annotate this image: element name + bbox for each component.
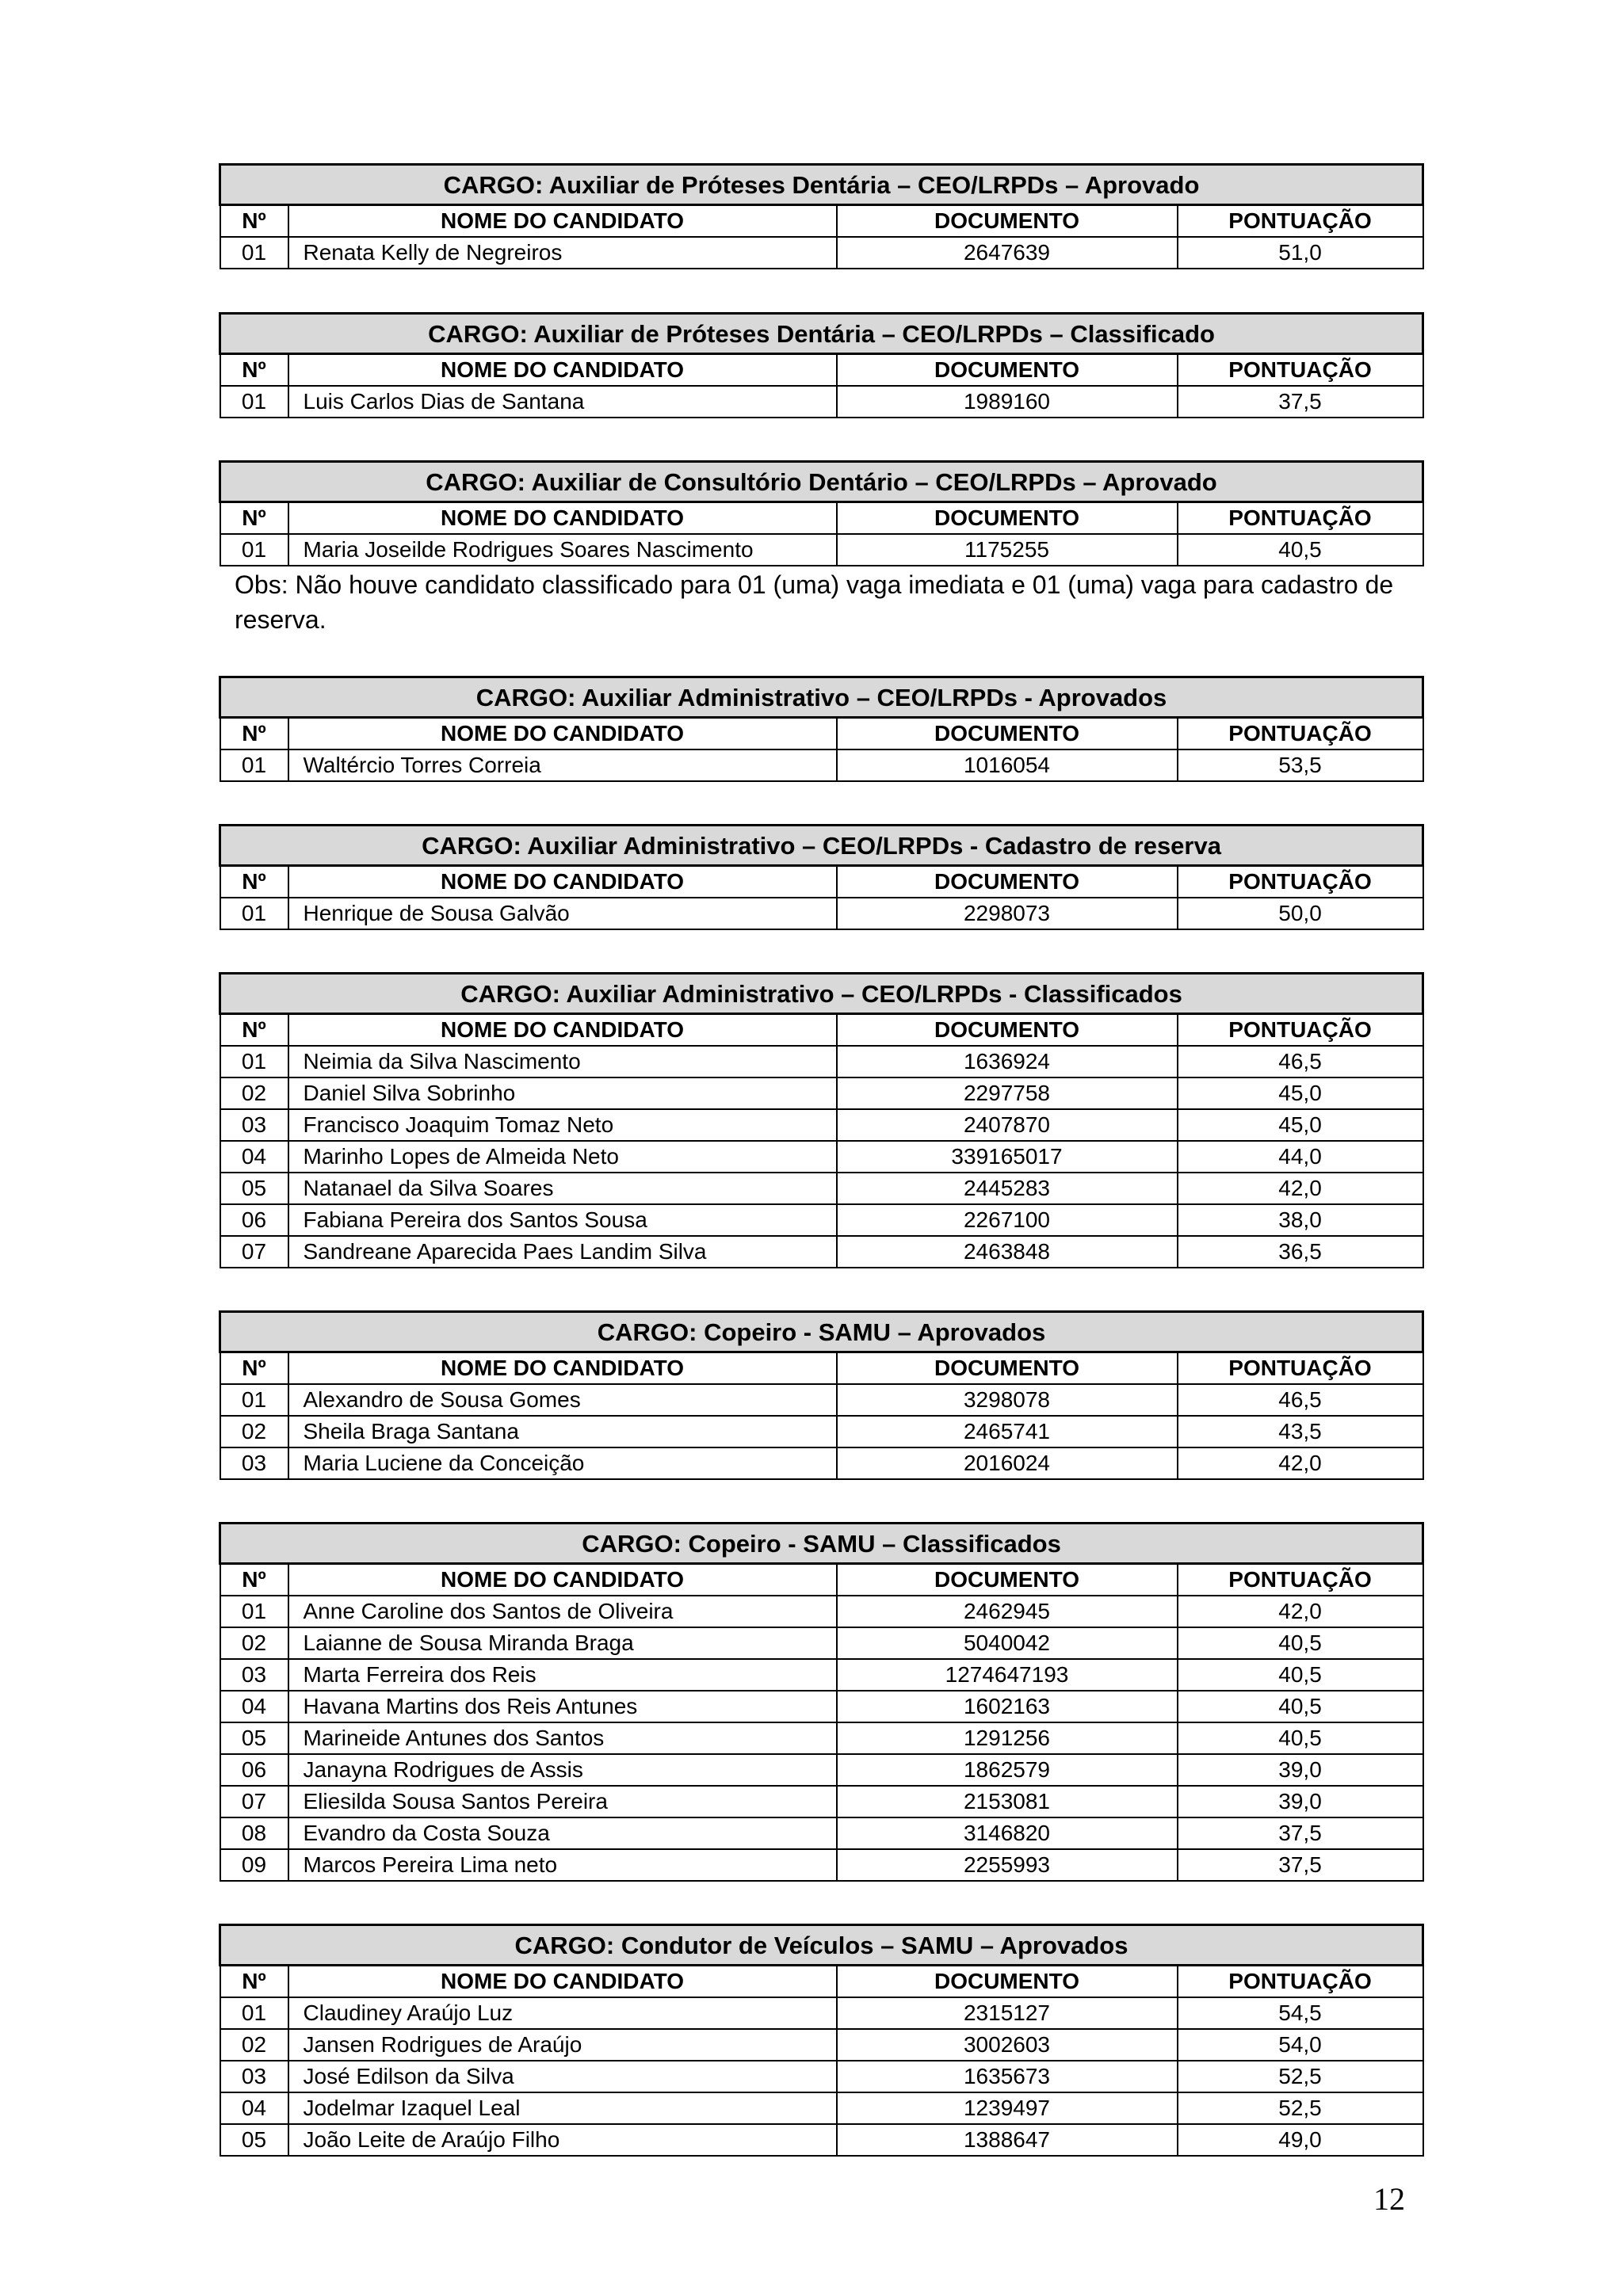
candidate-score: 46,5	[1178, 1046, 1423, 1077]
table-row	[220, 2092, 1423, 2124]
candidate-document: 1602163	[837, 1691, 1178, 1722]
cargo-table	[219, 824, 1424, 930]
candidate-number: 02	[220, 1077, 288, 1109]
table-row	[220, 1596, 1423, 1627]
candidate-score: 40,5	[1178, 1691, 1423, 1722]
page-number: 12	[1373, 2181, 1405, 2217]
column-header-number: Nº	[220, 866, 288, 898]
candidate-number: 04	[220, 2092, 288, 2124]
candidate-document: 1636924	[837, 1046, 1178, 1077]
cargo-title: CARGO: Copeiro - SAMU – Aprovados	[220, 1312, 1423, 1352]
candidate-number: 01	[220, 1997, 288, 2029]
candidate-name: Maria Joseilde Rodrigues Soares Nascimento	[288, 534, 837, 566]
cargo-title: CARGO: Copeiro - SAMU – Classificados	[220, 1524, 1423, 1564]
column-header-document: DOCUMENTO	[837, 1352, 1178, 1385]
observation-note: Obs: Não houve candidato classificado para 01 (uma) vaga imediata e 01 (uma) vaga para cadastro de reserva.	[235, 570, 1394, 634]
candidate-name: Claudiney Araújo Luz	[288, 1997, 837, 2029]
column-header-number: Nº	[220, 1966, 288, 1998]
candidate-name: José Edilson da Silva	[288, 2061, 837, 2092]
column-header-document: DOCUMENTO	[837, 1966, 1178, 1998]
column-header-name: NOME DO CANDIDATO	[288, 1352, 837, 1385]
column-header-document: DOCUMENTO	[837, 354, 1178, 387]
column-header-score: PONTUAÇÃO	[1178, 354, 1423, 387]
column-header-document: DOCUMENTO	[837, 205, 1178, 238]
table-row	[220, 386, 1423, 418]
header-row	[220, 1352, 1423, 1385]
candidate-score: 45,0	[1178, 1109, 1423, 1141]
candidate-number: 03	[220, 1109, 288, 1141]
cargo-table	[219, 1310, 1424, 1480]
candidate-number: 05	[220, 2124, 288, 2156]
column-header-name: NOME DO CANDIDATO	[288, 354, 837, 387]
column-header-name: NOME DO CANDIDATO	[288, 1564, 837, 1596]
table-block	[219, 163, 1422, 269]
header-row	[220, 1966, 1423, 1998]
table-row	[220, 898, 1423, 929]
candidate-name: Havana Martins dos Reis Antunes	[288, 1691, 837, 1722]
table-row	[220, 2124, 1423, 2156]
header-row	[220, 1564, 1423, 1596]
candidate-score: 54,0	[1178, 2029, 1423, 2061]
candidate-number: 01	[220, 749, 288, 781]
candidate-name: Marineide Antunes dos Santos	[288, 1722, 837, 1754]
header-row	[220, 205, 1423, 238]
candidate-document: 2647639	[837, 237, 1178, 269]
candidate-document: 3298078	[837, 1384, 1178, 1416]
table-row	[220, 1384, 1423, 1416]
candidate-number: 01	[220, 1596, 288, 1627]
candidate-name: Marinho Lopes de Almeida Neto	[288, 1141, 837, 1173]
column-header-number: Nº	[220, 502, 288, 535]
candidate-score: 45,0	[1178, 1077, 1423, 1109]
column-header-score: PONTUAÇÃO	[1178, 866, 1423, 898]
cargo-title: CARGO: Auxiliar de Próteses Dentária – CEO/LRPDs – Aprovado	[220, 165, 1423, 205]
candidate-document: 1635673	[837, 2061, 1178, 2092]
candidate-name: Janayna Rodrigues de Assis	[288, 1754, 837, 1786]
column-header-score: PONTUAÇÃO	[1178, 718, 1423, 750]
candidate-name: Sheila Braga Santana	[288, 1416, 837, 1447]
table-block	[219, 972, 1422, 1268]
candidate-document: 2016024	[837, 1447, 1178, 1479]
table-row	[220, 1997, 1423, 2029]
column-header-score: PONTUAÇÃO	[1178, 205, 1423, 238]
table-row	[220, 1627, 1423, 1659]
cargo-title: CARGO: Auxiliar Administrativo – CEO/LRPDs - Cadastro de reserva	[220, 826, 1423, 866]
cargo-table	[219, 312, 1424, 418]
table-row	[220, 1141, 1423, 1173]
column-header-name: NOME DO CANDIDATO	[288, 1014, 837, 1047]
column-header-name: NOME DO CANDIDATO	[288, 718, 837, 750]
table-row	[220, 1786, 1423, 1817]
candidate-name: Daniel Silva Sobrinho	[288, 1077, 837, 1109]
table-row	[220, 1236, 1423, 1268]
candidate-document: 2267100	[837, 1204, 1178, 1236]
header-row	[220, 866, 1423, 898]
table-row	[220, 1691, 1423, 1722]
candidate-name: Evandro da Costa Souza	[288, 1817, 837, 1849]
cargo-title: CARGO: Auxiliar Administrativo – CEO/LRPDs - Classificados	[220, 974, 1423, 1014]
cargo-table	[219, 1522, 1424, 1882]
candidate-name: Fabiana Pereira dos Santos Sousa	[288, 1204, 837, 1236]
table-row	[220, 1659, 1423, 1691]
candidate-score: 36,5	[1178, 1236, 1423, 1268]
candidate-score: 46,5	[1178, 1384, 1423, 1416]
candidate-number: 03	[220, 1659, 288, 1691]
candidate-name: Maria Luciene da Conceição	[288, 1447, 837, 1479]
candidate-name: Henrique de Sousa Galvão	[288, 898, 837, 929]
cargo-title: CARGO: Auxiliar de Próteses Dentária – CEO/LRPDs – Classificado	[220, 314, 1423, 354]
header-row	[220, 502, 1423, 535]
candidate-name: Neimia da Silva Nascimento	[288, 1046, 837, 1077]
candidate-number: 01	[220, 534, 288, 566]
candidate-document: 2298073	[837, 898, 1178, 929]
column-header-document: DOCUMENTO	[837, 1014, 1178, 1047]
column-header-number: Nº	[220, 1014, 288, 1047]
candidate-number: 01	[220, 1046, 288, 1077]
column-header-score: PONTUAÇÃO	[1178, 1352, 1423, 1385]
candidate-score: 49,0	[1178, 2124, 1423, 2156]
candidate-document: 1239497	[837, 2092, 1178, 2124]
candidate-name: Sandreane Aparecida Paes Landim Silva	[288, 1236, 837, 1268]
candidate-score: 44,0	[1178, 1141, 1423, 1173]
candidate-number: 09	[220, 1849, 288, 1881]
candidate-number: 07	[220, 1236, 288, 1268]
candidate-score: 52,5	[1178, 2092, 1423, 2124]
column-header-score: PONTUAÇÃO	[1178, 1966, 1423, 1998]
candidate-number: 04	[220, 1141, 288, 1173]
candidate-score: 53,5	[1178, 749, 1423, 781]
candidate-document: 1016054	[837, 749, 1178, 781]
column-header-score: PONTUAÇÃO	[1178, 1564, 1423, 1596]
table-block	[219, 460, 1422, 566]
candidate-document: 1274647193	[837, 1659, 1178, 1691]
candidate-score: 40,5	[1178, 1722, 1423, 1754]
table-row	[220, 1046, 1423, 1077]
candidate-document: 1862579	[837, 1754, 1178, 1786]
table-row	[220, 1447, 1423, 1479]
candidate-document: 3002603	[837, 2029, 1178, 2061]
cargo-table	[219, 163, 1424, 269]
column-header-document: DOCUMENTO	[837, 866, 1178, 898]
candidate-number: 01	[220, 386, 288, 418]
candidate-document: 5040042	[837, 1627, 1178, 1659]
column-header-name: NOME DO CANDIDATO	[288, 1966, 837, 1998]
table-row	[220, 2029, 1423, 2061]
table-row	[220, 1754, 1423, 1786]
candidate-document: 2463848	[837, 1236, 1178, 1268]
candidate-number: 02	[220, 1416, 288, 1447]
table-row	[220, 1204, 1423, 1236]
candidate-name: Waltércio Torres Correia	[288, 749, 837, 781]
candidate-number: 05	[220, 1173, 288, 1204]
cargo-title: CARGO: Condutor de Veículos – SAMU – Aprovados	[220, 1925, 1423, 1966]
candidate-name: Natanael da Silva Soares	[288, 1173, 837, 1204]
candidate-number: 01	[220, 1384, 288, 1416]
candidate-name: Jodelmar Izaquel Leal	[288, 2092, 837, 2124]
table-row	[220, 237, 1423, 269]
column-header-document: DOCUMENTO	[837, 502, 1178, 535]
candidate-score: 54,5	[1178, 1997, 1423, 2029]
table-block	[219, 1522, 1422, 1882]
cargo-table	[219, 972, 1424, 1268]
candidate-number: 06	[220, 1754, 288, 1786]
candidate-number: 01	[220, 898, 288, 929]
candidate-name: Luis Carlos Dias de Santana	[288, 386, 837, 418]
candidate-number: 07	[220, 1786, 288, 1817]
header-row	[220, 1014, 1423, 1047]
candidate-document: 339165017	[837, 1141, 1178, 1173]
cargo-table	[219, 676, 1424, 782]
candidate-document: 2462945	[837, 1596, 1178, 1627]
column-header-name: NOME DO CANDIDATO	[288, 502, 837, 535]
column-header-name: NOME DO CANDIDATO	[288, 866, 837, 898]
column-header-name: NOME DO CANDIDATO	[288, 205, 837, 238]
candidate-number: 05	[220, 1722, 288, 1754]
table-row	[220, 1416, 1423, 1447]
table-row	[220, 1849, 1423, 1881]
candidate-document: 2255993	[837, 1849, 1178, 1881]
candidate-name: Jansen Rodrigues de Araújo	[288, 2029, 837, 2061]
candidate-document: 1291256	[837, 1722, 1178, 1754]
candidate-document: 3146820	[837, 1817, 1178, 1849]
table-row	[220, 534, 1423, 566]
column-header-document: DOCUMENTO	[837, 718, 1178, 750]
table-block	[219, 824, 1422, 930]
candidate-score: 39,0	[1178, 1754, 1423, 1786]
candidate-score: 51,0	[1178, 237, 1423, 269]
candidate-name: Alexandro de Sousa Gomes	[288, 1384, 837, 1416]
table-block	[219, 676, 1422, 782]
candidate-score: 37,5	[1178, 386, 1423, 418]
table-block	[219, 1924, 1422, 2157]
candidate-number: 03	[220, 2061, 288, 2092]
candidate-score: 42,0	[1178, 1596, 1423, 1627]
candidate-number: 03	[220, 1447, 288, 1479]
candidate-number: 01	[220, 237, 288, 269]
candidate-number: 02	[220, 2029, 288, 2061]
candidate-score: 40,5	[1178, 1659, 1423, 1691]
candidate-document: 1989160	[837, 386, 1178, 418]
candidate-name: Marcos Pereira Lima neto	[288, 1849, 837, 1881]
candidate-document: 2445283	[837, 1173, 1178, 1204]
candidate-score: 43,5	[1178, 1416, 1423, 1447]
candidate-name: João Leite de Araújo Filho	[288, 2124, 837, 2156]
cargo-table	[219, 1924, 1424, 2157]
table-row	[220, 749, 1423, 781]
table-row	[220, 1173, 1423, 1204]
cargo-table	[219, 460, 1424, 566]
candidate-name: Marta Ferreira dos Reis	[288, 1659, 837, 1691]
header-row	[220, 718, 1423, 750]
column-header-document: DOCUMENTO	[837, 1564, 1178, 1596]
table-row	[220, 1817, 1423, 1849]
table-row	[220, 1109, 1423, 1141]
candidate-document: 1175255	[837, 534, 1178, 566]
candidate-document: 2407870	[837, 1109, 1178, 1141]
table-block	[219, 312, 1422, 418]
candidate-document: 2465741	[837, 1416, 1178, 1447]
column-header-number: Nº	[220, 354, 288, 387]
table-block	[219, 1310, 1422, 1480]
candidate-score: 37,5	[1178, 1817, 1423, 1849]
cargo-title: CARGO: Auxiliar Administrativo – CEO/LRPDs - Aprovados	[220, 677, 1423, 718]
column-header-score: PONTUAÇÃO	[1178, 502, 1423, 535]
candidate-document: 1388647	[837, 2124, 1178, 2156]
candidate-number: 06	[220, 1204, 288, 1236]
candidate-score: 38,0	[1178, 1204, 1423, 1236]
candidate-name: Laianne de Sousa Miranda Braga	[288, 1627, 837, 1659]
table-row	[220, 2061, 1423, 2092]
candidate-score: 50,0	[1178, 898, 1423, 929]
candidate-score: 40,5	[1178, 534, 1423, 566]
candidate-document: 2153081	[837, 1786, 1178, 1817]
table-row	[220, 1077, 1423, 1109]
cargo-title: CARGO: Auxiliar de Consultório Dentário – CEO/LRPDs – Aprovado	[220, 462, 1423, 502]
candidate-score: 40,5	[1178, 1627, 1423, 1659]
table-row	[220, 1722, 1423, 1754]
candidate-score: 42,0	[1178, 1447, 1423, 1479]
candidate-score: 52,5	[1178, 2061, 1423, 2092]
candidate-score: 39,0	[1178, 1786, 1423, 1817]
column-header-score: PONTUAÇÃO	[1178, 1014, 1423, 1047]
candidate-document: 2297758	[837, 1077, 1178, 1109]
header-row	[220, 354, 1423, 387]
candidate-name: Francisco Joaquim Tomaz Neto	[288, 1109, 837, 1141]
candidate-score: 37,5	[1178, 1849, 1423, 1881]
column-header-number: Nº	[220, 1352, 288, 1385]
column-header-number: Nº	[220, 718, 288, 750]
candidate-score: 42,0	[1178, 1173, 1423, 1204]
candidate-name: Eliesilda Sousa Santos Pereira	[288, 1786, 837, 1817]
candidate-document: 2315127	[837, 1997, 1178, 2029]
candidate-number: 08	[220, 1817, 288, 1849]
candidate-name: Anne Caroline dos Santos de Oliveira	[288, 1596, 837, 1627]
candidate-number: 02	[220, 1627, 288, 1659]
column-header-number: Nº	[220, 1564, 288, 1596]
column-header-number: Nº	[220, 205, 288, 238]
candidate-name: Renata Kelly de Negreiros	[288, 237, 837, 269]
candidate-number: 04	[220, 1691, 288, 1722]
